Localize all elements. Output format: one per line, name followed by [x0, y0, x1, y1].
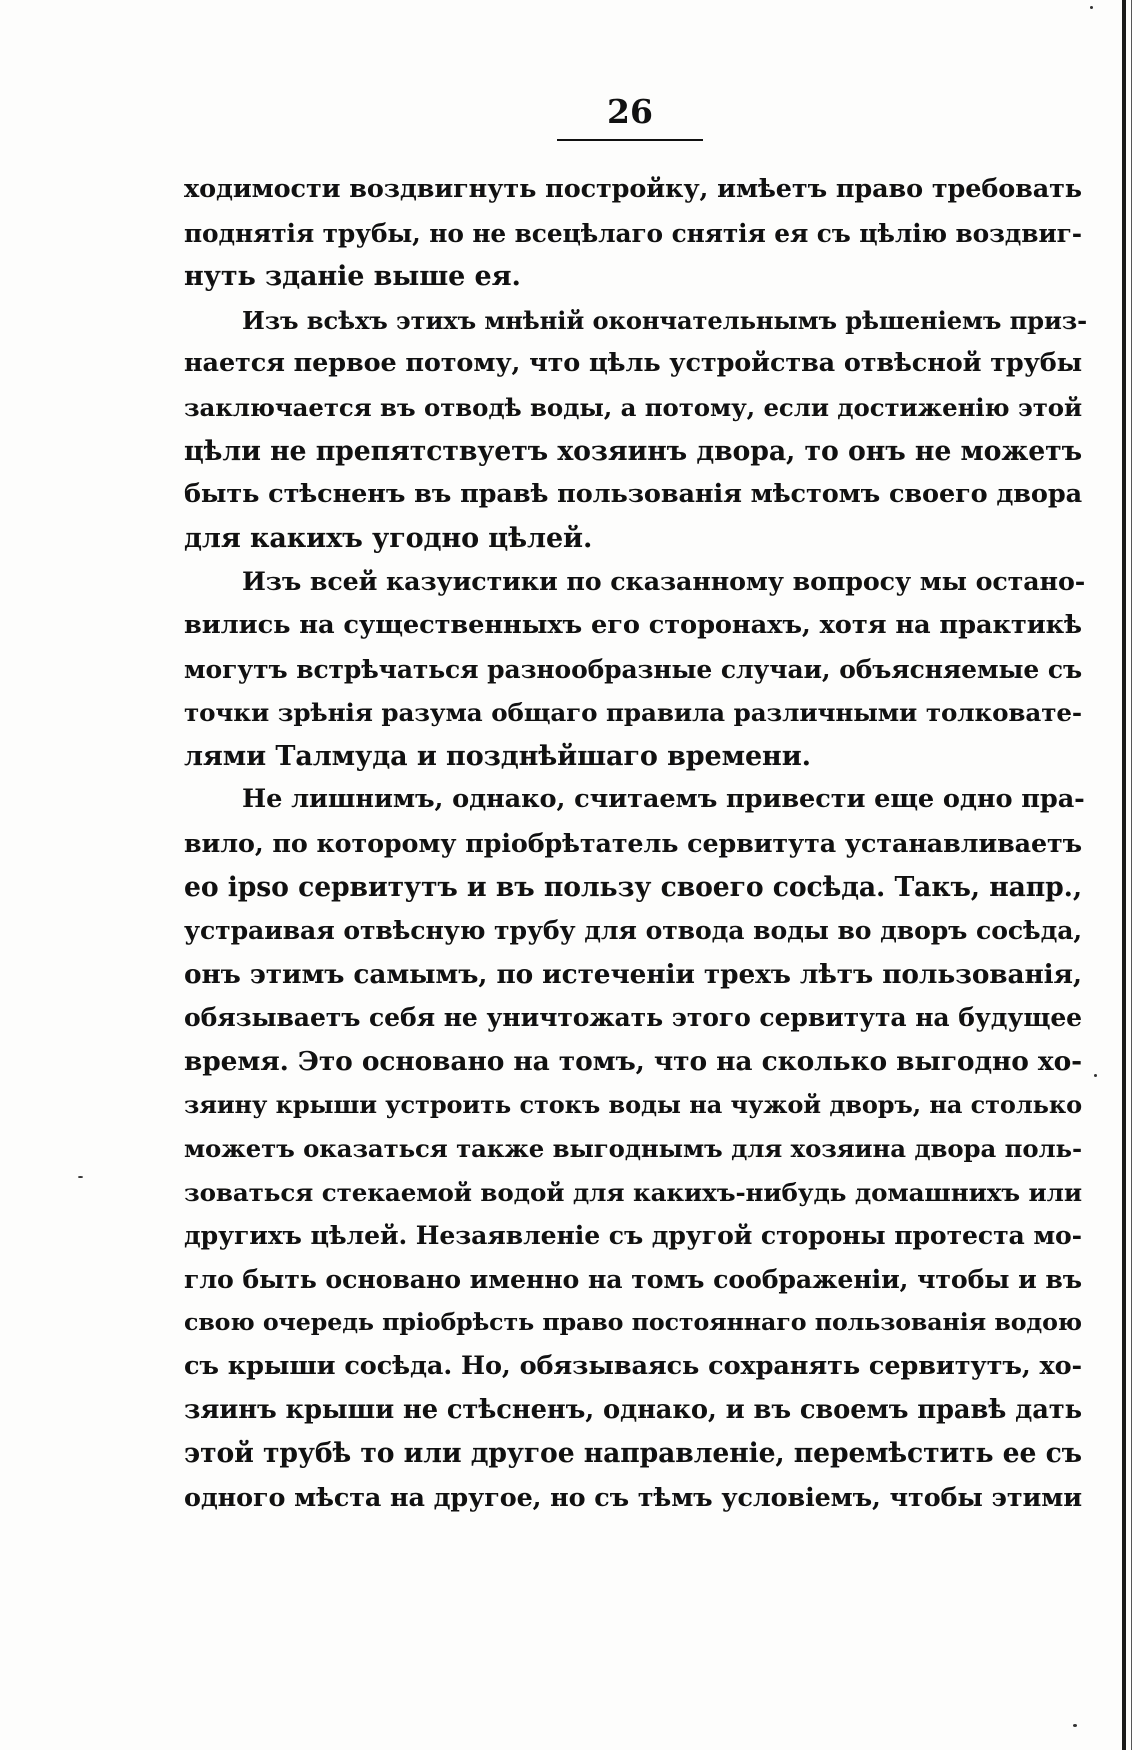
text-line: обязываетъ себя не уничтожать этого сервитута на будущее: [184, 1002, 1082, 1033]
text-line: онъ этимъ самымъ, по истеченіи трехъ лѣтъ пользованія,: [184, 958, 1082, 990]
text-line: быть стѣсненъ въ правѣ пользованія мѣстомъ своего двора: [184, 479, 1082, 510]
text-line: можетъ оказаться также выгоднымъ для хозяина двора поль-: [184, 1134, 1082, 1164]
text-line: зяинъ крыши не стѣсненъ, однако, и въ своемъ правѣ дать: [184, 1394, 1082, 1425]
text-line: ходимости воздвигнуть постройку, имѣетъ право требовать: [184, 174, 1082, 204]
paragraph: [184, 168, 1082, 299]
print-speck: [1073, 1724, 1077, 1727]
text-line: вились на существенныхъ его сторонахъ, хотя на практикѣ: [184, 609, 1082, 640]
paragraph: [184, 778, 1085, 1519]
text-line: лями Талмуда и позднѣйшаго времени.: [184, 740, 811, 772]
text-line: eo ipso сервитутъ и въ пользу своего сосѣда. Такъ, напр.,: [184, 871, 1082, 903]
page-binding-edge: [1122, 0, 1126, 1750]
paragraph: [184, 299, 1088, 561]
text-line: устраивая отвѣсную трубу для отвода воды во дворъ сосѣда,: [184, 915, 1082, 946]
page-binding-edge-line: [1131, 0, 1132, 1750]
print-speck: [1090, 6, 1093, 9]
text-line: зяину крыши устроить стокъ воды на чужой дворъ, на столько: [184, 1090, 1082, 1120]
text-line: Изъ всей казуистики по сказанному вопросу мы остано-: [242, 566, 1086, 597]
body-text: [184, 168, 1088, 1519]
text-line: время. Это основано на томъ, что на сколько выгодно хо-: [184, 1045, 1082, 1077]
text-line: заключается въ отводѣ воды, а потому, если достиженію этой: [184, 392, 1082, 422]
text-line: нуть зданіе выше ея.: [184, 261, 521, 293]
paragraph: [184, 560, 1086, 778]
page-number: 26: [607, 92, 653, 131]
text-line: вило, по которому пріобрѣтатель сервитута устанавливаетъ: [184, 827, 1082, 858]
text-line: нается первое потому, что цѣль устройства отвѣсной трубы: [184, 348, 1083, 379]
text-line: съ крыши сосѣда. Но, обязываясь сохранять сервитутъ, хо-: [184, 1351, 1082, 1382]
text-line: одного мѣста на другое, но съ тѣмъ условіемъ, чтобы этими: [184, 1481, 1082, 1512]
text-line: Изъ всѣхъ этихъ мнѣній окончательнымъ рѣшеніемъ приз-: [242, 305, 1088, 335]
text-line: Не лишнимъ, однако, считаемъ привести еще одно пра-: [242, 784, 1085, 815]
text-line: цѣли не препятствуетъ хозяинъ двора, то онъ не можетъ: [184, 435, 1082, 467]
print-speck: [1094, 1074, 1097, 1077]
text-line: зоваться стекаемой водой для какихъ-нибудь домашнихъ или: [184, 1177, 1082, 1207]
text-line: точки зрѣнія разума общаго правила различными толковате-: [184, 698, 1082, 728]
text-line: другихъ цѣлей. Незаявленіе съ другой стороны протеста мо-: [184, 1220, 1082, 1251]
print-speck: [78, 1176, 83, 1178]
text-line: свою очередь пріобрѣсть право постояннаго пользованія водою: [184, 1308, 1082, 1337]
text-line: этой трубѣ то или другое направленіе, перемѣстить ее съ: [184, 1438, 1082, 1470]
header-rule: [557, 139, 703, 141]
text-line: для какихъ угодно цѣлей.: [184, 522, 593, 554]
text-line: могутъ встрѣчаться разнообразные случаи, объясняемые съ: [184, 654, 1082, 684]
text-line: гло быть основано именно на томъ соображеніи, чтобы и въ: [184, 1263, 1082, 1294]
text-line: поднятія трубы, но не всецѣлаго снятія ея съ цѣлію воздвиг-: [184, 218, 1082, 248]
